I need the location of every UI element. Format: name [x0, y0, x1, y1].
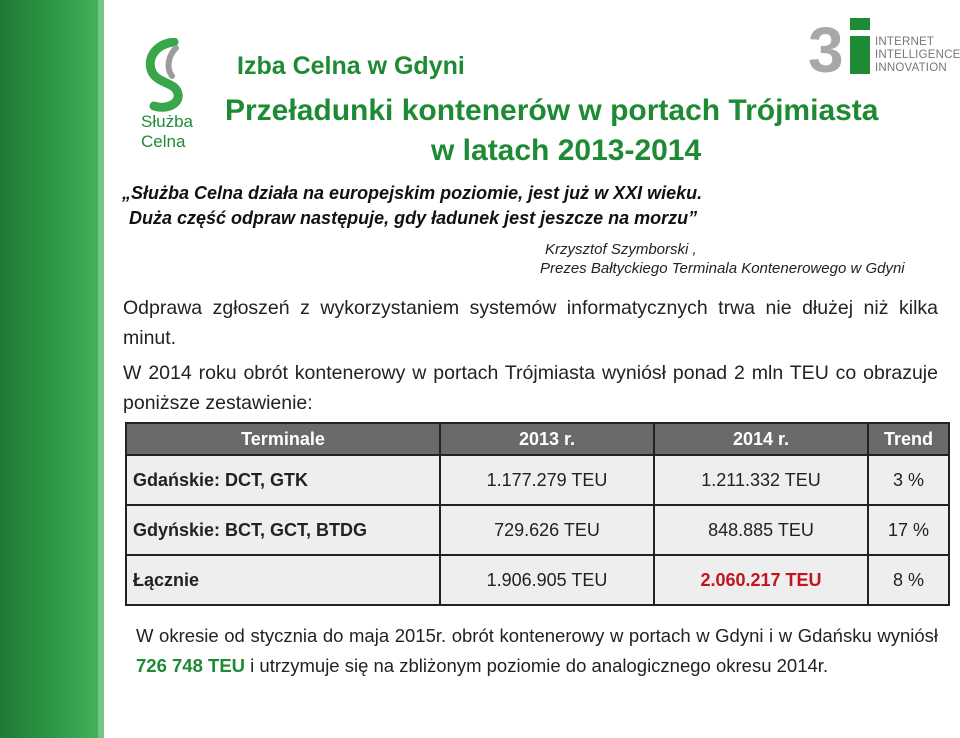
- 3i-logo: [808, 14, 874, 76]
- cell-2014-total: 2.060.217 TEU: [654, 555, 868, 605]
- summary-text-after: i utrzymuje się na zbliżonym poziomie do analogicznego okresu 2014r.: [245, 655, 829, 676]
- header-2014: 2014 r.: [654, 423, 868, 455]
- table-header-row: [126, 423, 949, 455]
- cell-trend: 3 %: [868, 455, 949, 505]
- table-row-total: [126, 555, 949, 605]
- header-2013: 2013 r.: [440, 423, 654, 455]
- quote-author: [540, 240, 905, 278]
- slide-title-line2: w latach 2013-2014: [431, 134, 702, 167]
- header-trend: Trend: [868, 423, 949, 455]
- quote-block: [122, 181, 882, 231]
- logo-text-line1: Służba: [141, 112, 193, 131]
- svg-text:3: 3: [808, 14, 844, 76]
- cell-trend: 17 %: [868, 505, 949, 555]
- quote-line2: Duża część odpraw następuje, gdy ładunek jest jeszcze na morzu”: [129, 208, 698, 228]
- paragraph-2015-summary: [136, 621, 938, 681]
- sluzba-celna-logo-text: [141, 112, 193, 152]
- brand-line3: INNOVATION: [875, 62, 947, 74]
- cell-trend: 8 %: [868, 555, 949, 605]
- cell-2013: 1.906.905 TEU: [440, 555, 654, 605]
- cell-terminal: Gdańskie: DCT, GTK: [126, 455, 440, 505]
- left-green-sidebar: [0, 0, 104, 738]
- author-role: Prezes Bałtyckiego Terminala Kontenerowego w Gdyni: [540, 260, 905, 277]
- summary-text-before: W okresie od stycznia do maja 2015r. obrót kontenerowy w portach w Gdyni i w Gdańsku wyniósł: [136, 625, 938, 646]
- cell-2014: 848.885 TEU: [654, 505, 868, 555]
- quote-line1: „Służba Celna działa na europejskim poziomie, jest już w XXI wieku.: [122, 183, 703, 203]
- cell-terminal: Łącznie: [126, 555, 440, 605]
- paragraph-clearance-time: Odprawa zgłoszeń z wykorzystaniem systemów informatycznych trwa nie dłużej niż kilka minut.: [123, 297, 938, 349]
- 3i-logo-text: [875, 36, 960, 75]
- cell-2013: 1.177.279 TEU: [440, 455, 654, 505]
- table-row: [126, 505, 949, 555]
- logo-text-line2: Celna: [141, 132, 186, 151]
- author-name: Krzysztof Szymborski ,: [545, 241, 697, 258]
- cell-terminal: Gdyńskie: BCT, GCT, BTDG: [126, 505, 440, 555]
- brand-line2: INTELLIGENCE: [875, 49, 960, 61]
- organization-name: Izba Celna w Gdyni: [237, 52, 465, 80]
- brand-line1: INTERNET: [875, 36, 935, 48]
- cell-2013: 729.626 TEU: [440, 505, 654, 555]
- table-row: [126, 455, 949, 505]
- header-terminals: Terminale: [126, 423, 440, 455]
- slide-title-line1: Przeładunki kontenerów w portach Trójmiasta: [225, 94, 879, 127]
- paragraph-container-turnover: W 2014 roku obrót kontenerowy w portach Trójmiasta wyniósł ponad 2 mln TEU co obrazuje poniższe zestawienie:: [123, 362, 938, 414]
- summary-highlight-value: 726 748 TEU: [136, 655, 246, 676]
- cell-2014: 1.211.332 TEU: [654, 455, 868, 505]
- container-turnover-table: [125, 422, 950, 606]
